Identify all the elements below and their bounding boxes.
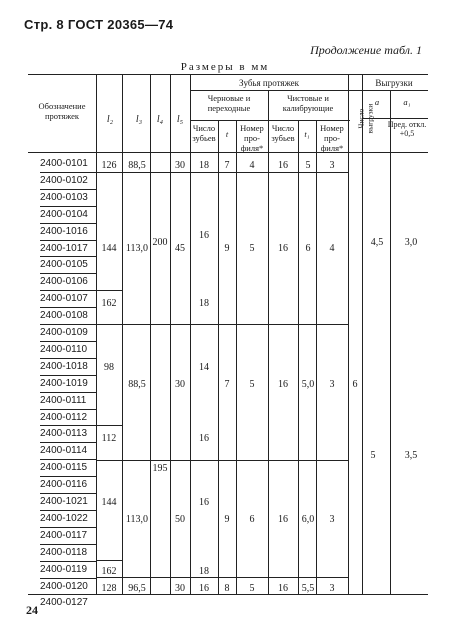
teeth-group-header: Зубья протяжек xyxy=(238,78,300,88)
g3-count: 16 xyxy=(199,497,209,508)
g2-l2-b: 112 xyxy=(101,433,117,444)
g1-a1: 3,0 xyxy=(404,237,418,248)
g1-count-b: 18 xyxy=(199,298,209,309)
designation-2400-0118: 2400-0118 xyxy=(40,546,88,558)
last-t: 8 xyxy=(224,583,230,594)
designation-2400-0101: 2400-0101 xyxy=(40,158,88,169)
g2-count2: 16 xyxy=(278,379,288,390)
designation-2400-0104: 2400-0104 xyxy=(40,208,88,220)
g2-t1: 5,0 xyxy=(301,379,315,390)
designation-2400-1017: 2400-1017 xyxy=(40,242,88,254)
r1-count: 18 xyxy=(199,160,209,171)
r1-t: 7 xyxy=(224,160,230,171)
last-count: 16 xyxy=(199,583,209,594)
r1-l3: 88,5 xyxy=(128,160,146,171)
g2-profile2: 3 xyxy=(329,379,335,390)
g2-count: 14 xyxy=(199,362,209,373)
g3-profile: 6 xyxy=(249,514,255,525)
designation-2400-0112: 2400-0112 xyxy=(40,411,88,423)
designation-2400-0102: 2400-0102 xyxy=(40,174,88,186)
last-l2: 128 xyxy=(101,583,117,594)
designation-2400-0115: 2400-0115 xyxy=(40,462,88,474)
designation-2400-0110: 2400-0110 xyxy=(40,343,88,355)
g1-t: 9 xyxy=(224,243,230,254)
last-count2: 16 xyxy=(278,583,288,594)
g3-t: 9 xyxy=(224,514,230,525)
g3-l5: 50 xyxy=(175,514,185,525)
r1-profile: 4 xyxy=(249,160,255,171)
designation-2400-0106: 2400-0106 xyxy=(40,276,88,288)
r1-l5: 30 xyxy=(175,160,185,171)
designation-2400-0107: 2400-0107 xyxy=(40,293,88,305)
r1-l2: 126 xyxy=(101,160,117,171)
g1-l2-b: 162 xyxy=(101,298,117,309)
last-t1: 5,5 xyxy=(301,583,315,594)
col-count: Число зубьев xyxy=(192,123,216,143)
units-caption: Размеры в мм xyxy=(180,61,270,73)
recess-group-header: Выгрузки xyxy=(375,78,413,88)
col-l3: l₃ xyxy=(135,114,143,125)
last-l3: 96,5 xyxy=(128,583,146,594)
designation-2400-0116: 2400-0116 xyxy=(40,479,88,491)
r1-t1: 5 xyxy=(305,160,311,171)
g1-a: 4,5 xyxy=(370,237,384,248)
g1-l5: 45 xyxy=(175,243,185,254)
g1-profile: 5 xyxy=(249,243,255,254)
page-number: 24 xyxy=(26,603,38,617)
page-header-left: Стр. 8 ГОСТ 20365—74 xyxy=(24,17,174,32)
g3-t1: 6,0 xyxy=(301,514,315,525)
g2-l2-a: 98 xyxy=(104,362,114,373)
g2-count-ext: 6 xyxy=(352,379,358,390)
designation-2400-1022: 2400-1022 xyxy=(40,512,88,524)
last-profile2: 3 xyxy=(329,583,335,594)
g3-count-b: 18 xyxy=(199,566,209,577)
col-a: a xyxy=(374,97,380,107)
col-count-ext: Число выгрузки xyxy=(356,103,374,134)
finish-group-header: Чистовые и калибрующие xyxy=(282,93,334,113)
designation-2400-1019: 2400-1019 xyxy=(40,377,88,389)
col-profile: Номер про-филя* xyxy=(240,123,264,153)
designation-2400-0119: 2400-0119 xyxy=(40,563,88,575)
g1-count2: 16 xyxy=(278,243,288,254)
g3-profile2: 3 xyxy=(329,514,335,525)
g1-profile2: 4 xyxy=(329,243,335,254)
designation-2400-0114: 2400-0114 xyxy=(40,445,88,457)
g2-l5: 30 xyxy=(175,379,185,390)
g3-count2: 16 xyxy=(278,514,288,525)
rough-group-header: Черновые и переходные xyxy=(207,93,251,113)
g2-count-b: 16 xyxy=(199,433,209,444)
designation-2400-1016: 2400-1016 xyxy=(40,225,88,237)
col-t1: t₁ xyxy=(304,129,310,139)
designation-2400-0111: 2400-0111 xyxy=(40,394,87,406)
g2-t: 7 xyxy=(224,379,230,390)
col-l2: l₂ xyxy=(106,114,114,125)
g1-l3: 113,0 xyxy=(125,243,149,254)
designation-2400-0117: 2400-0117 xyxy=(40,529,88,541)
g1-l2-a: 144 xyxy=(101,243,117,254)
col-a1: a₁ xyxy=(403,97,411,107)
col-profile2: Номер про-филя* xyxy=(320,123,344,153)
g3-a: 5 xyxy=(370,450,376,461)
col-l5: l₅ xyxy=(176,114,184,125)
g3-l2-b: 162 xyxy=(101,566,117,577)
g1-l4: 200 xyxy=(152,237,168,248)
designation-2400-1018: 2400-1018 xyxy=(40,360,88,372)
r1-count2: 16 xyxy=(278,160,288,171)
designation-2400-1021: 2400-1021 xyxy=(40,496,88,507)
table-continuation-label: Продолжение табл. 1 xyxy=(310,43,422,57)
col-count2: Число зубьев xyxy=(271,123,295,143)
g1-t1: 6 xyxy=(305,243,311,254)
col-l4: l₄ xyxy=(156,114,164,125)
col-t: t xyxy=(225,129,229,139)
last-profile: 5 xyxy=(249,583,255,594)
designation-2400-0127: 2400-0127 xyxy=(40,597,88,609)
designation-2400-0109: 2400-0109 xyxy=(40,327,88,338)
last-l5: 30 xyxy=(175,583,185,594)
designation-2400-0120: 2400-0120 xyxy=(40,580,88,592)
g3-l2-a: 144 xyxy=(101,497,117,508)
designation-2400-0113: 2400-0113 xyxy=(40,428,88,440)
r1-profile2: 3 xyxy=(329,160,335,171)
designation-2400-0103: 2400-0103 xyxy=(40,191,88,203)
g2-l3: 88,5 xyxy=(128,379,146,390)
g3-a1: 3,5 xyxy=(404,450,418,461)
g1-count: 16 xyxy=(199,230,209,241)
designation-2400-0105: 2400-0105 xyxy=(40,259,88,271)
tolerance-label: Пред. откл. +0,5 xyxy=(387,120,427,139)
designation-2400-0108: 2400-0108 xyxy=(40,310,88,322)
g3-l3: 113,0 xyxy=(125,514,149,525)
g2-profile: 5 xyxy=(249,379,255,390)
col-designation: Обозначение протяжек xyxy=(38,101,86,121)
g3-l4: 195 xyxy=(152,463,168,474)
